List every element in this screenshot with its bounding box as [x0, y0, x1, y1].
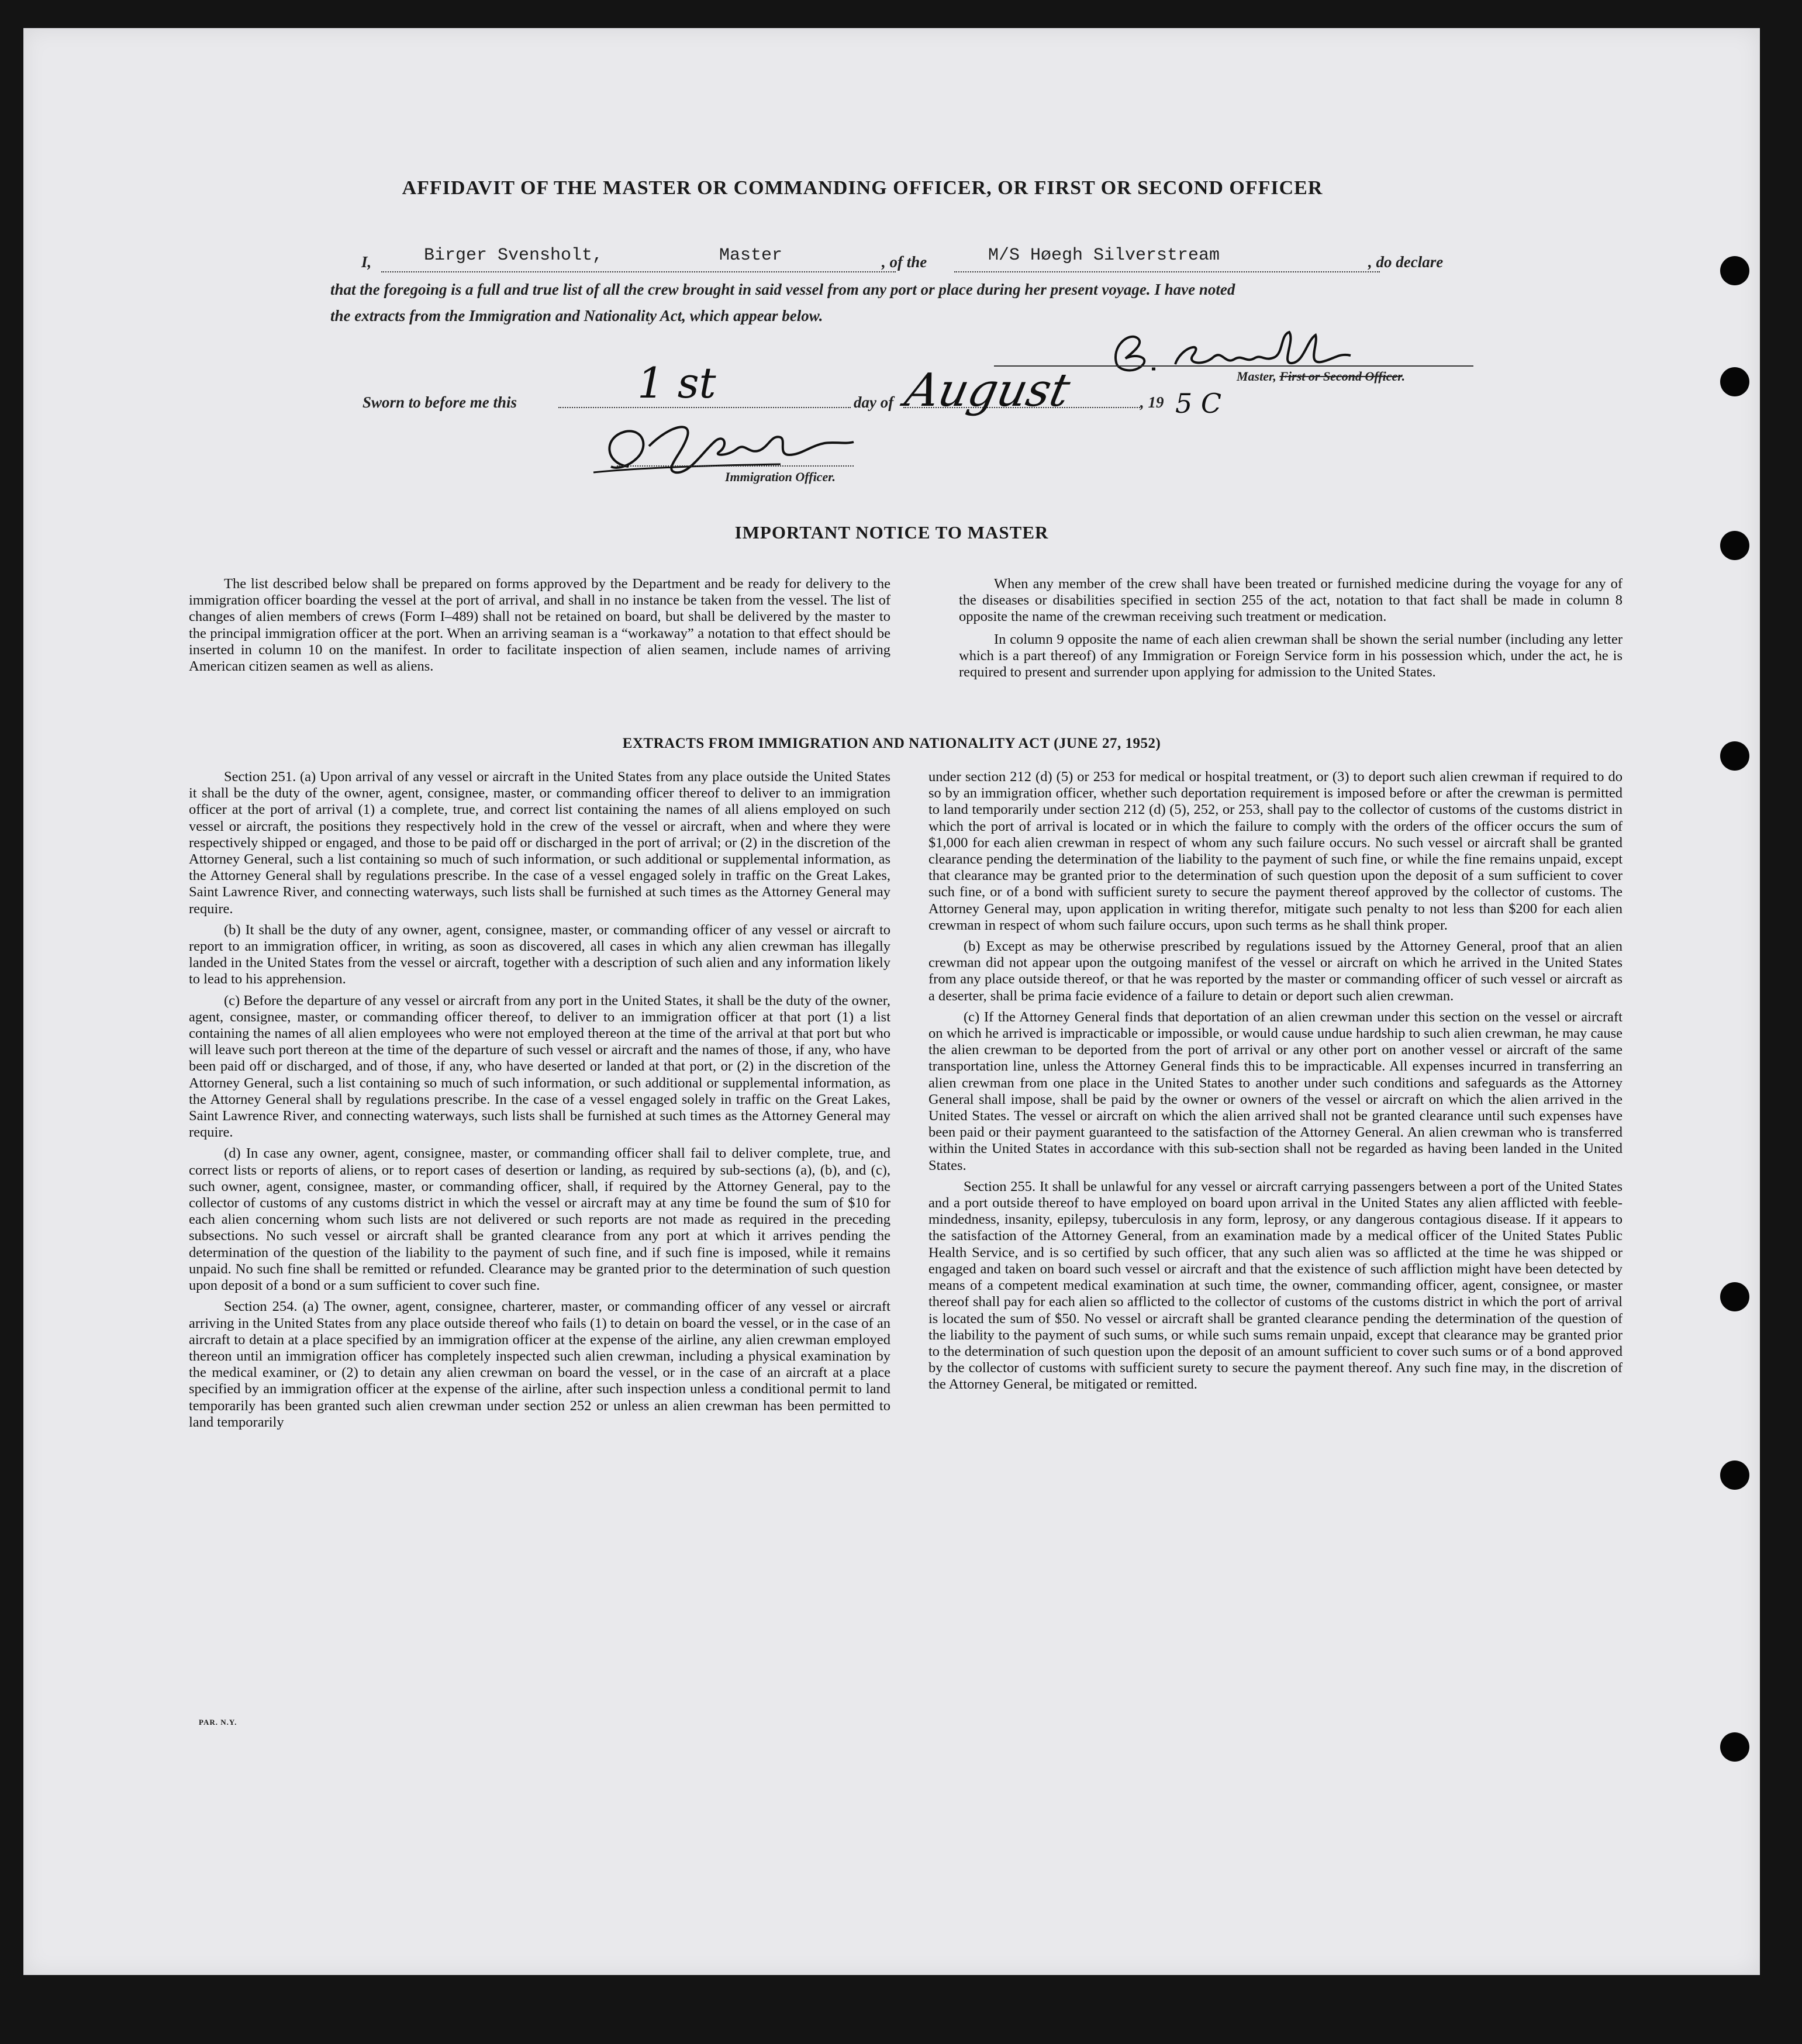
punch-hole	[1720, 1732, 1749, 1762]
vessel-name: M/S Høegh Silverstream	[988, 246, 1220, 265]
extract-section-254b: (b) Except as may be otherwise prescribed by regulations issued by the Attorney General, proof that an alien crewman did not appear upon the outgoing manifest of the vessel or aircraft on which he arrived in the United States from any place outside thereof, or that he was reported by the master or commanding officer of such vessel or aircraft as a deserter, shall be prima facie evidence of a failure to detain or deport such alien crewman.	[928, 938, 1623, 1004]
extracts-title: EXTRACTS FROM IMMIGRATION AND NATIONALITY ACT (JUNE 27, 1952)	[622, 736, 1161, 751]
notice-right-paragraph-1: When any member of the crew shall have been treated or furnished medicine during the voyage for any of the diseases or disabilities specified in section 255 of the act, notation to that fact shall be made in column 8 opposite the name of the crewman receiving such treatment or medication.	[959, 576, 1623, 625]
statement-line-1: that the foregoing is a full and true list of all the crew brought in said vessel from any port or place during her present voyage. I have noted	[330, 281, 1235, 298]
declaration-prefix: I,	[361, 253, 372, 271]
punch-hole	[1720, 1282, 1749, 1311]
extract-section-251b: (b) It shall be the duty of any owner, agent, consignee, master, or commanding officer of any vessel or aircraft to report to an immigration officer, in writing, as soon as discovered, all cases in which any alien crewman has illegally landed in the United States from the vessel or aircraft, together with a description of such alien and any information likely to lead to his apprehension.	[189, 921, 890, 988]
notice-title: IMPORTANT NOTICE TO MASTER	[734, 522, 1049, 543]
extracts-left-column	[189, 769, 890, 1431]
statement-line-2: the extracts from the Immigration and Nationality Act, which appear below.	[330, 307, 823, 324]
sworn-day: 1 st	[637, 358, 716, 408]
notice-left-column	[189, 576, 890, 675]
master-rank: Master	[719, 246, 783, 265]
extract-section-254a-continued: under section 212 (d) (5) or 253 for medical or hospital treatment, or (3) to deport such alien crewman if required to do so by an immigration officer, whether such deportation requirement is imposed before or after the crewman is permitted to land temporarily under section 212 (d) (5), 252, or 253, shall pay to the collector of customs of the customs district in which the port of arrival is located or in which the failure to comply with the orders of the officer occurs the sum of $1,000 for each alien crewman in respect of whom any such failure occurs. No such vessel or aircraft shall be granted clearance pending the determination of the liability to the payment of such fine, or while the fine remains unpaid, except that clearance may be granted prior to the determination of such question upon the deposit of a sum sufficient to cover such fine, or of a bond with sufficient surety to secure the payment thereof approved by the collector of customs. The Attorney General may, upon application in writing therefor, mitigate such penalty to not less than $200 for each alien crewman in respect of whom such failure occurs, upon such terms as he shall think proper.	[928, 769, 1623, 933]
notice-right-paragraph-2: In column 9 opposite the name of each alien crewman shall be shown the serial number (including any letter which is a part thereof) of any Immigration or Foreign Service form in his possession which, under the act, he is required to present and surrender upon applying for admission to the United States.	[959, 631, 1623, 681]
caption-period: .	[1401, 369, 1406, 384]
do-declare-label: , do declare	[1368, 253, 1444, 271]
officer-signature-line	[617, 465, 854, 467]
notice-left-paragraph: The list described below shall be prepared on forms approved by the Department and be ready for delivery to the immigration officer boarding the vessel at the port of arrival, and shall in no instance be taken from the vessel. The list of changes of alien members of crews (Form I–489) shall not be retained on board, but shall be delivered by the master to the principal immigration officer at the port. When an arriving seaman is a “workaway” a notation to that effect should be inserted in column 10 on the manifest. In order to facilitate inspection of alien seamen, include names of arriving American citizen seamen as well as aliens.	[189, 576, 890, 675]
punch-hole	[1720, 367, 1749, 396]
extract-section-254a: Section 254. (a) The owner, agent, consignee, charterer, master, or commanding officer of any vessel or aircraft arriving in the United States from any place outside thereof who fails (1) to detain on board the vessel, or in the case of an aircraft to detain at a place specified by an immigration officer at the expense of the airline, any alien crewman employed thereon until an immigration officer has completely inspected such alien crewman, including a physical examination by the medical examiner, or (2) to detain any alien crewman on board the vessel, or in the case of an aircraft at a place specified by an immigration officer at the expense of the airline, after such inspection unless a conditional permit to land temporarily has been granted such alien crewman under section 252 or unless an alien crewman has been permitted to land temporarily	[189, 1299, 890, 1430]
extract-section-251d: (d) In case any owner, agent, consignee, master, or commanding officer shall fail to deliver complete, true, and correct lists or reports of aliens, or to report cases of desertion or landing, as required by sub-sections (a), (b), and (c), such owner, agent, consignee, master, or commanding officer, shall, if required by the Attorney General, pay to the collector of customs of any customs district in which the vessel or aircraft may at any time be found the sum of $10 for each alien concerning whom such lists are not delivered or such reports are not made as required in the preceding subsections. No such vessel or aircraft shall be granted clearance from any port at which it arrives pending the determination of the question of the liability to the payment of such fine, and if such fine is imposed, while it remains unpaid. No such fine shall be remitted or refunded. Clearance may be granted prior to the determination of such question upon deposit of a bond or a sum sufficient to cover such fine.	[189, 1145, 890, 1294]
officer-caption: Immigration Officer.	[725, 469, 836, 484]
extract-section-251c: (c) Before the departure of any vessel or aircraft from any port in the United States, it shall be the duty of the owner, agent, consignee, master, or commanding officer thereof, to deliver to an immigration officer at that port (1) a list containing the names of all alien employees who were not employed thereon at the time of the arrival at that port but who will leave such port thereon at the time of the departure of such vessel or aircraft and the names of those, if any, who have been paid off or discharged, and of those, if any, who have deserted or landed at that port, or (2) in the discretion of the Attorney General, such a list containing so much of such information, or such additional or supplemental information, as the Attorney General shall by regulations prescribe. In the case of a vessel engaged solely in traffic on the Great Lakes, Saint Lawrence River, and connecting waterways, such lists shall be furnished at such times as the Attorney General may require.	[189, 992, 890, 1141]
sworn-month: August	[900, 364, 1075, 417]
year-prefix: , 19	[1140, 393, 1164, 411]
day-of-label: day of	[854, 393, 894, 411]
struck-officer-text: First or Second Officer	[1279, 369, 1402, 384]
extract-section-254c: (c) If the Attorney General finds that deportation of an alien crewman under this section on the vessel or aircraft on which he arrived is impracticable or impossible, or would cause undue hardship to such alien crewman, he may cause the alien crewman to be deported from the port of arrival or any other port on another vessel or aircraft of the same transportation line, unless the Attorney General finds this to be impracticable. All expenses incurred in transferring an alien crewman from one place in the United States to another under such conditions and safeguards as the Attorney General shall impose, shall be paid by the owner or owners of the vessel or aircraft on which the alien arrived in the United States. The vessel or aircraft on which the alien arrived shall not be granted clearance until such expenses have been paid or their payment guaranteed to the satisfaction of the Attorney General. An alien crewman who is transferred within the United States in accordance with this sub-section shall not be regarded as having been landed in the United States.	[928, 1009, 1623, 1173]
punch-hole	[1720, 1461, 1749, 1490]
punch-hole	[1720, 256, 1749, 285]
document-page	[23, 28, 1760, 1975]
master-caption	[1237, 369, 1405, 384]
sworn-label: Sworn to before me this	[363, 393, 517, 411]
sworn-year-suffix: 5 C	[1175, 388, 1222, 419]
footer-mark: PAR. N.Y.	[199, 1718, 237, 1727]
of-the-label: , of the	[882, 253, 927, 271]
notice-right-column	[959, 576, 1623, 681]
extract-section-255: Section 255. It shall be unlawful for any vessel or aircraft carrying passengers between a port of the United States and a port outside thereof to have employed on board upon arrival in the United States any alien afflicted with feeble-mindedness, insanity, epilepsy, tuberculosis in any form, leprosy, or any dangerous contagious disease. If it appears to the satisfaction of the Attorney General, from an examination made by a medical officer of the United States Public Health Service, and is so certified by such officer, that any such alien was so afflicted at the time he was shipped or engaged and taken on board such vessel or aircraft and that the existence of such affliction might have been detected by means of a competent medical examination at such time, the owner, commanding officer, agent, consignee, or master thereof shall pay for each alien so afflicted to the collector of customs of the customs district in which the port of arrival is located the sum of $50. No vessel or aircraft shall be granted clearance pending the determination of the question of the liability to the payment of such sums, or while such sums remain unpaid, except that clearance may be granted prior to the determination of such question upon the deposit of an amount sufficient to cover such sums or of a bond approved by the collector of customs with sufficient surety to secure the payment thereof. Any such fine may, in the discretion of the Attorney General, be mitigated or remitted.	[928, 1178, 1623, 1393]
affidavit-title: AFFIDAVIT OF THE MASTER OR COMMANDING OFFICER, OR FIRST OR SECOND OFFICER	[402, 177, 1323, 199]
master-name: Birger Svensholt,	[424, 246, 603, 265]
master-caption-text: Master,	[1237, 369, 1280, 384]
extracts-right-column	[928, 769, 1623, 1393]
extract-section-251a: Section 251. (a) Upon arrival of any vessel or aircraft in the United States from any place outside the United States it shall be the duty of the owner, agent, consignee, master, or commanding officer thereof to deliver to an immigration officer at the port of arrival (1) a complete, true, and correct list containing the names of all aliens employed on such vessel or aircraft, the positions they respectively hold in the crew of the vessel or aircraft, when and where they were respectively shipped or engaged, and those to be paid off or discharged in the port of arrival; or (2) in the discretion of the Attorney General, such a list containing so much of such information, or such additional or supplemental information, as the Attorney General shall by regulations prescribe. In the case of a vessel engaged solely in traffic on the Great Lakes, Saint Lawrence River, and connecting waterways, such lists shall be furnished at such times as the Attorney General may require.	[189, 769, 890, 917]
